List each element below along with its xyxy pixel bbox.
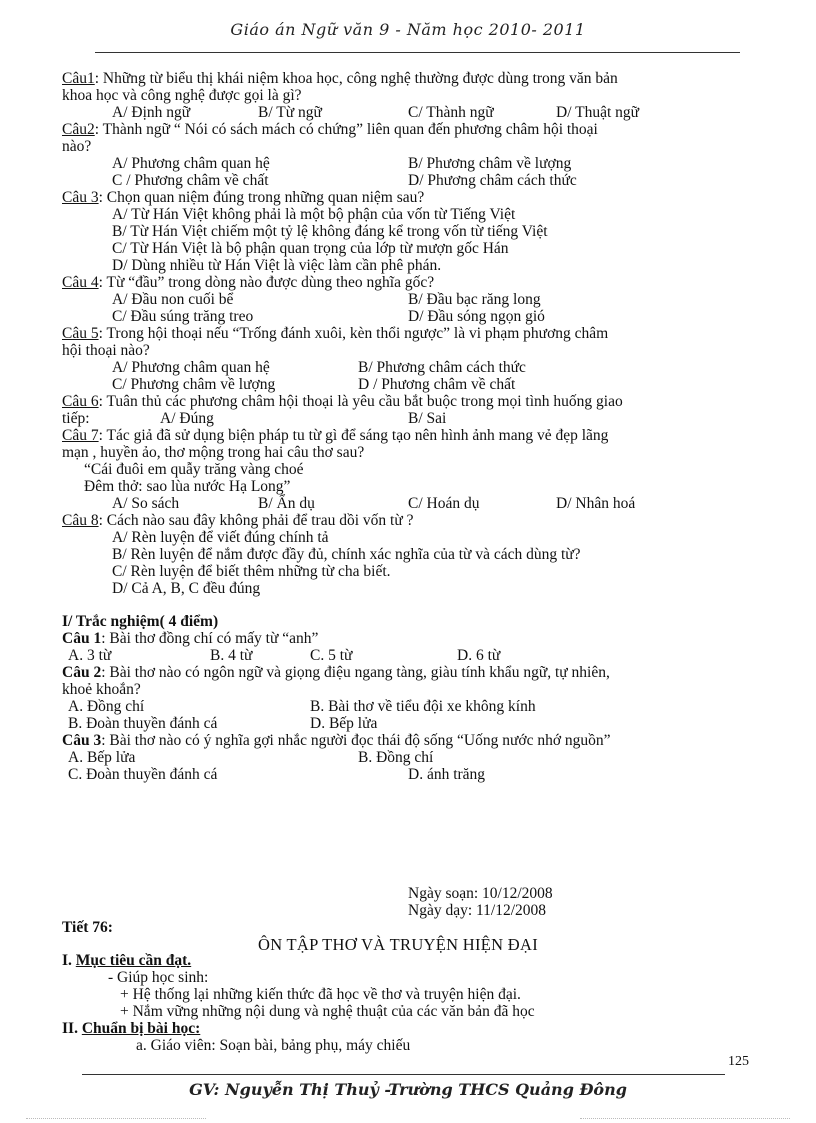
section1-number: I. [62,952,72,969]
section1-heading [62,952,191,969]
period-label: Tiết 76: [62,919,113,936]
q1-line1 [62,70,618,87]
q3-option-d: D/ Dùng nhiều từ Hán Việt là việc làm cần phê phán. [112,257,442,274]
q1-text: : Những từ biểu thị khái niệm khoa học, công nghệ thường được dùng trong văn bản [94,70,618,87]
q4-option-c: C/ Đầu súng trăng treo [112,308,254,325]
q2-option-a: A/ Phương châm quan hệ [112,155,270,172]
q1-option-b: B/ Từ ngữ [258,104,322,121]
q8-option-b: B/ Rèn luyện để nắm được đầy đủ, chính xác nghĩa của từ và cách dùng từ? [112,546,581,563]
quiz2-q1-option-c: C. 5 từ [310,647,353,664]
quiz2-q3-line [62,732,611,749]
q6-line2: tiếp: [62,410,90,427]
bottom-dotted-rule-right [580,1118,790,1119]
section2-heading [62,1020,200,1037]
q1-option-d: D/ Thuật ngữ [556,104,640,121]
q5-option-b: B/ Phương châm cách thức [358,359,526,376]
q7-option-d: D/ Nhân hoá [556,495,636,512]
lesson-goal-2: + Nắm vững những nội dung và nghệ thuật của các văn bản đã học [120,1003,535,1020]
q3-line1 [62,189,424,206]
q6-option-b: B/ Sai [408,410,447,427]
q7-line1 [62,427,608,444]
q7-option-a: A/ So sách [112,495,180,512]
section2-number: II. [62,1020,78,1037]
quiz2-q1-text: : Bài thơ đồng chí có mấy từ “anh” [101,630,319,647]
q8-option-c: C/ Rèn luyện để biết thêm những từ cha biết. [112,563,391,580]
page-footer: GV: Nguyễn Thị Thuỷ -Trường THCS Quảng Đông [189,1080,627,1099]
section2-title: Chuẩn bị bài học: [81,1020,201,1037]
q5-option-a: A/ Phương châm quan hệ [112,359,270,376]
q7-poem-line1: “Cái đuôi em quẫy trăng vàng choé [84,461,304,478]
q3-text: : Chọn quan niệm đúng trong những quan niệm sau? [98,189,425,206]
quiz2-q3-option-b: B. Đồng chí [358,749,434,766]
q2-label: Câu2 [62,121,95,138]
q6-option-a: A/ Đúng [160,410,214,427]
quiz2-q1-line [62,630,318,647]
date-taught: Ngày dạy: 11/12/2008 [408,902,547,919]
q4-option-d: D/ Đầu sóng ngọn gió [408,308,545,325]
q7-label: Câu 7 [62,427,99,444]
page-header: Giáo án Ngữ văn 9 - Năm học 2010- 2011 [230,20,586,39]
q4-label: Câu 4 [62,274,99,291]
quiz2-q3-option-d: D. ánh trăng [408,766,486,783]
quiz2-q1-option-d: D. 6 từ [457,647,501,664]
q5-line2: hội thoại nào? [62,342,150,359]
q8-option-a: A/ Rèn luyện để viết đúng chính tả [112,529,329,546]
q3-option-b: B/ Từ Hán Việt chiếm một tỷ lệ không đáng kể trong vốn từ tiếng Việt [112,223,548,240]
quiz2-heading: I/ Trắc nghiệm( 4 điểm) [62,613,219,630]
quiz2-q2-label: Câu 2 [62,664,102,681]
item-a: a. Giáo viên: Soạn bài, bảng phụ, máy chiếu [136,1037,411,1054]
q6-text: : Tuân thủ các phương châm hội thoại là yêu cầu bắt buộc trong mọi tình huống giao [98,393,623,410]
quiz2-q2-option-b: B. Bài thơ về tiểu đội xe không kính [310,698,536,715]
q2-line2: nào? [62,138,92,155]
q1-option-c: C/ Thành ngữ [408,104,494,121]
q7-option-c: C/ Hoán dụ [408,495,480,512]
q2-option-c: C / Phương châm về chất [112,172,269,189]
q5-option-c: C/ Phương châm về lượng [112,376,276,393]
q7-option-b: B/ Ẩn dụ [258,495,315,512]
lesson-intro: - Giúp học sinh: [108,969,209,986]
q3-label: Câu 3 [62,189,99,206]
page-number: 125 [728,1054,749,1069]
lesson-title: ÔN TẬP THƠ VÀ TRUYỆN HIỆN ĐẠI [258,935,539,954]
section1-title: Mục tiêu cần đạt. [75,952,192,969]
q2-text: : Thành ngữ “ Nói có sách mách có chứng” liên quan đến phương châm hội thoại [94,121,598,138]
header-rule [95,52,740,53]
quiz2-q3-option-c: C. Đoàn thuyền đánh cá [68,766,218,783]
q3-option-c: C/ Từ Hán Việt là bộ phận quan trọng của lớp từ mượn gốc Hán [112,240,509,257]
quiz2-q1-option-b: B. 4 từ [210,647,253,664]
bottom-dotted-rule [26,1118,206,1119]
quiz2-q3-option-a: A. Bếp lửa [68,749,136,766]
q5-line1 [62,325,608,342]
q2-option-b: B/ Phương châm về lượng [408,155,572,172]
quiz2-q1-option-a: A. 3 từ [68,647,112,664]
q8-text: : Cách nào sau đây không phải để trau dồi vốn từ ? [98,512,414,529]
q2-option-d: D/ Phương châm cách thức [408,172,577,189]
q2-line1 [62,121,598,138]
quiz2-q2-text: : Bài thơ nào có ngôn ngữ và giọng điệu ngang tàng, giàu tính khẩu ngữ, tự nhiên, [101,664,610,681]
lesson-goal-1: + Hệ thống lại những kiến thức đã học về thơ và truyện hiện đại. [120,986,521,1003]
quiz2-q3-text: : Bài thơ nào có ý nghĩa gợi nhắc người đọc thái độ sống “Uống nước nhớ nguồn” [101,732,611,749]
quiz2-q2-line2: khoẻ khoắn? [62,681,141,698]
quiz2-q2-option-c: B. Đoàn thuyền đánh cá [68,715,218,732]
q7-text: : Tác giả đã sử dụng biện pháp tu từ gì để sáng tạo nên hình ảnh mang vẻ đẹp lãng [98,427,609,444]
q5-option-d: D / Phương châm về chất [358,376,516,393]
footer-rule [82,1074,725,1075]
q5-label: Câu 5 [62,325,99,342]
q8-option-d: D/ Cả A, B, C đều đúng [112,580,261,597]
date-prepared: Ngày soạn: 10/12/2008 [408,885,553,902]
quiz2-q3-label: Câu 3 [62,732,102,749]
q8-label: Câu 8 [62,512,99,529]
quiz2-q2-option-d: D. Bếp lửa [310,715,378,732]
q6-line1 [62,393,623,410]
q1-option-a: A/ Định ngữ [112,104,191,121]
q1-line2: khoa học và công nghệ được gọi là gì? [62,87,302,104]
q3-option-a: A/ Từ Hán Việt không phải là một bộ phận của vốn từ Tiếng Việt [112,206,516,223]
q7-poem-line2: Đêm thở: sao lùa nước Hạ Long” [84,478,291,495]
q8-line1 [62,512,413,529]
q4-line1 [62,274,434,291]
quiz2-q2-line1 [62,664,610,681]
q4-option-a: A/ Đầu non cuối bể [112,291,234,308]
q4-option-b: B/ Đầu bạc răng long [408,291,541,308]
q6-label: Câu 6 [62,393,99,410]
q1-label: Câu1 [62,70,95,87]
quiz2-q1-label: Câu 1 [62,630,102,647]
q7-line2: mạn , huyền ảo, thơ mộng trong hai câu thơ sau? [62,444,365,461]
q4-text: : Từ “đầu” trong dòng nào được dùng theo nghĩa gốc? [98,274,435,291]
quiz2-q2-option-a: A. Đồng chí [68,698,145,715]
q5-text: : Trong hội thoại nếu “Trống đánh xuôi, kèn thổi ngược” là vi phạm phương châm [98,325,609,342]
